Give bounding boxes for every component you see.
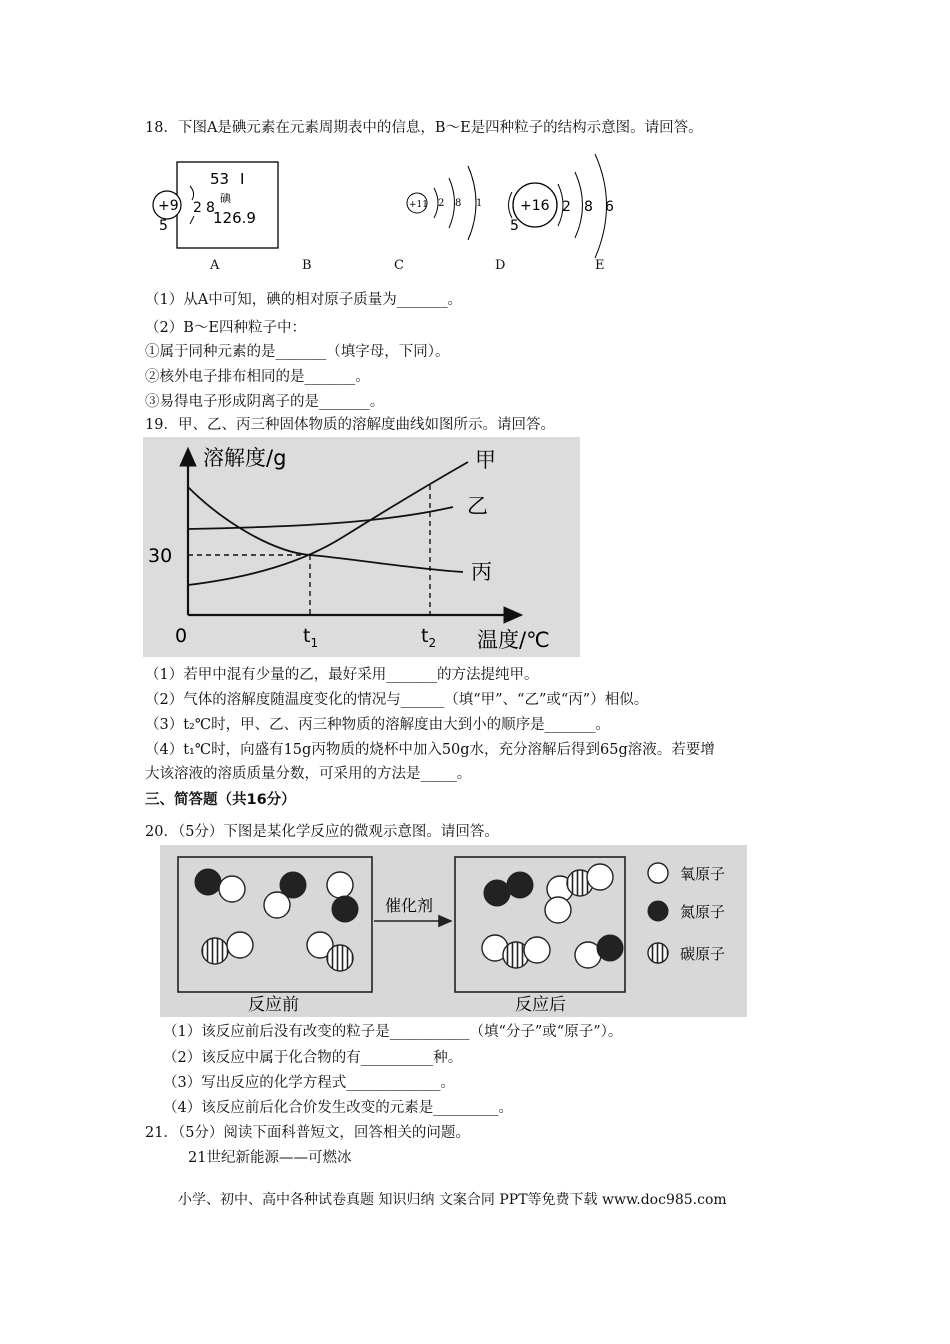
- q21-stem: 21．（5分）阅读下面科普短文，回答相关的问题。: [145, 1125, 470, 1141]
- q19-sub2: （2）气体的溶解度随温度变化的情况与______（填“甲”、“乙”或“丙”）相似。: [145, 692, 649, 708]
- section-3-heading: 三、简答题（共16分）: [145, 792, 296, 808]
- reaction-diagram-svg: [160, 845, 747, 1017]
- atom-c-shell3: [468, 166, 476, 240]
- before-molecules: [195, 869, 358, 971]
- before-label: 反应前: [248, 995, 299, 1015]
- legend-oxygen-icon: [648, 863, 668, 883]
- q20-sub2: （2）该反应中属于化合物的有__________种。: [163, 1050, 463, 1066]
- q19-sub4a: （4）t₁℃时，向盛有15g丙物质的烧杯中加入50g水，充分溶解后得到65g溶液。若要增: [145, 742, 715, 758]
- atom-c-e3: 1: [476, 198, 483, 209]
- solubility-chart-svg: [143, 437, 580, 657]
- atom-b-shell: [190, 186, 194, 200]
- atom-d-back-shell: [509, 192, 513, 218]
- q18-figure: [150, 148, 630, 268]
- q18-sub2: （2）B～E四种粒子中：: [145, 320, 306, 336]
- atom-b-shell1: 2: [193, 200, 202, 216]
- atom-b-charge: +9: [158, 198, 179, 214]
- legend-jia: 甲: [475, 448, 496, 472]
- after-molecules: [482, 864, 623, 968]
- q20-sub3: （3）写出反应的化学方程式_____________。: [163, 1075, 455, 1091]
- q20-sub1: （1）该反应前后没有改变的粒子是___________（填“分子”或“原子”）。: [163, 1024, 623, 1040]
- q20-stem: 20．（5分）下图是某化学反应的微观示意图。请回答。: [145, 824, 499, 840]
- atom-b-shell-lower: [190, 216, 194, 224]
- q18-stem: 18．下图A是碘元素在元素周期表中的信息，B～E是四种粒子的结构示意图。请回答。: [145, 120, 703, 136]
- legend-nitrogen: 氮原子: [680, 903, 726, 921]
- legend-bing: 丙: [471, 560, 492, 584]
- q18-diagram: [150, 148, 630, 268]
- curve-yi: [188, 507, 453, 529]
- atom-c-shell2: [449, 178, 455, 228]
- q19-sub4b: 大该溶液的溶质质量分数，可采用的方法是_____。: [145, 766, 472, 782]
- after-label: 反应后: [515, 995, 566, 1015]
- atom-d-extra: 5: [510, 218, 519, 234]
- element-mass: 126.9: [213, 209, 256, 227]
- y-tick-30: 30: [148, 545, 173, 567]
- catalyst-label: 催化剂: [385, 896, 434, 915]
- atom-e-e3: 6: [605, 199, 614, 215]
- element-name: 碘: [220, 192, 231, 205]
- atom-c-e2: 8: [455, 198, 462, 209]
- x-tick-t2: $t_2$: [421, 625, 437, 650]
- q18-sub2c: ③易得电子形成阴离子的是_______。: [145, 394, 385, 410]
- x-tick-t1: $t_1$: [303, 625, 319, 650]
- label-b: B: [302, 258, 312, 273]
- label-a: A: [210, 258, 220, 273]
- legend-yi: 乙: [467, 494, 488, 518]
- reaction-diagram: [160, 845, 747, 1017]
- element-number: 53: [210, 170, 230, 188]
- legend-oxygen: 氧原子: [680, 865, 726, 883]
- origin-label: 0: [175, 625, 188, 647]
- q21-article-title: 21世纪新能源——可燃冰: [188, 1150, 352, 1166]
- atom-b-shell2: 8: [206, 200, 215, 216]
- label-c: C: [394, 258, 404, 273]
- q19-stem: 19．甲、乙、丙三种固体物质的溶解度曲线如图所示。请回答。: [145, 417, 555, 433]
- legend-nitrogen-icon: [648, 901, 668, 921]
- q18-sub2a: ①属于同种元素的是_______（填字母，下同）。: [145, 344, 450, 360]
- atom-b-extra: 5: [159, 218, 168, 234]
- curve-bing: [188, 487, 463, 572]
- q19-sub3: （3）t₂℃时，甲、乙、丙三种物质的溶解度由大到小的顺序是_______。: [145, 717, 610, 733]
- atom-d-charge: +16: [520, 198, 550, 214]
- legend-carbon: 碳原子: [680, 945, 726, 963]
- atom-e-e1: 2: [562, 199, 571, 215]
- legend-carbon-icon: [648, 943, 668, 963]
- solubility-chart: [143, 437, 580, 657]
- q20-sub4: （4）该反应前后化合价发生改变的元素是_________。: [163, 1100, 513, 1116]
- page-footer: 小学、初中、高中各种试卷真题 知识归纳 文案合同 PPT等免费下载 www.doc985.com: [178, 1192, 727, 1208]
- atom-c-e1: 2: [438, 198, 445, 209]
- label-e: E: [595, 258, 605, 273]
- q19-sub1: （1）若甲中混有少量的乙，最好采用_______的方法提纯甲。: [145, 667, 539, 683]
- q18-sub1: （1）从A中可知，碘的相对原子质量为_______。: [145, 292, 462, 308]
- x-axis-label: 温度/℃: [477, 628, 550, 652]
- label-d: D: [495, 258, 506, 273]
- y-axis-label: 溶解度/g: [203, 446, 287, 470]
- q18-sub2b: ②核外电子排布相同的是_______。: [145, 369, 370, 385]
- atom-e-shell2: [575, 172, 583, 238]
- atom-e-e2: 8: [584, 199, 593, 215]
- element-symbol: I: [240, 170, 245, 188]
- atom-c-charge: +11: [409, 200, 428, 210]
